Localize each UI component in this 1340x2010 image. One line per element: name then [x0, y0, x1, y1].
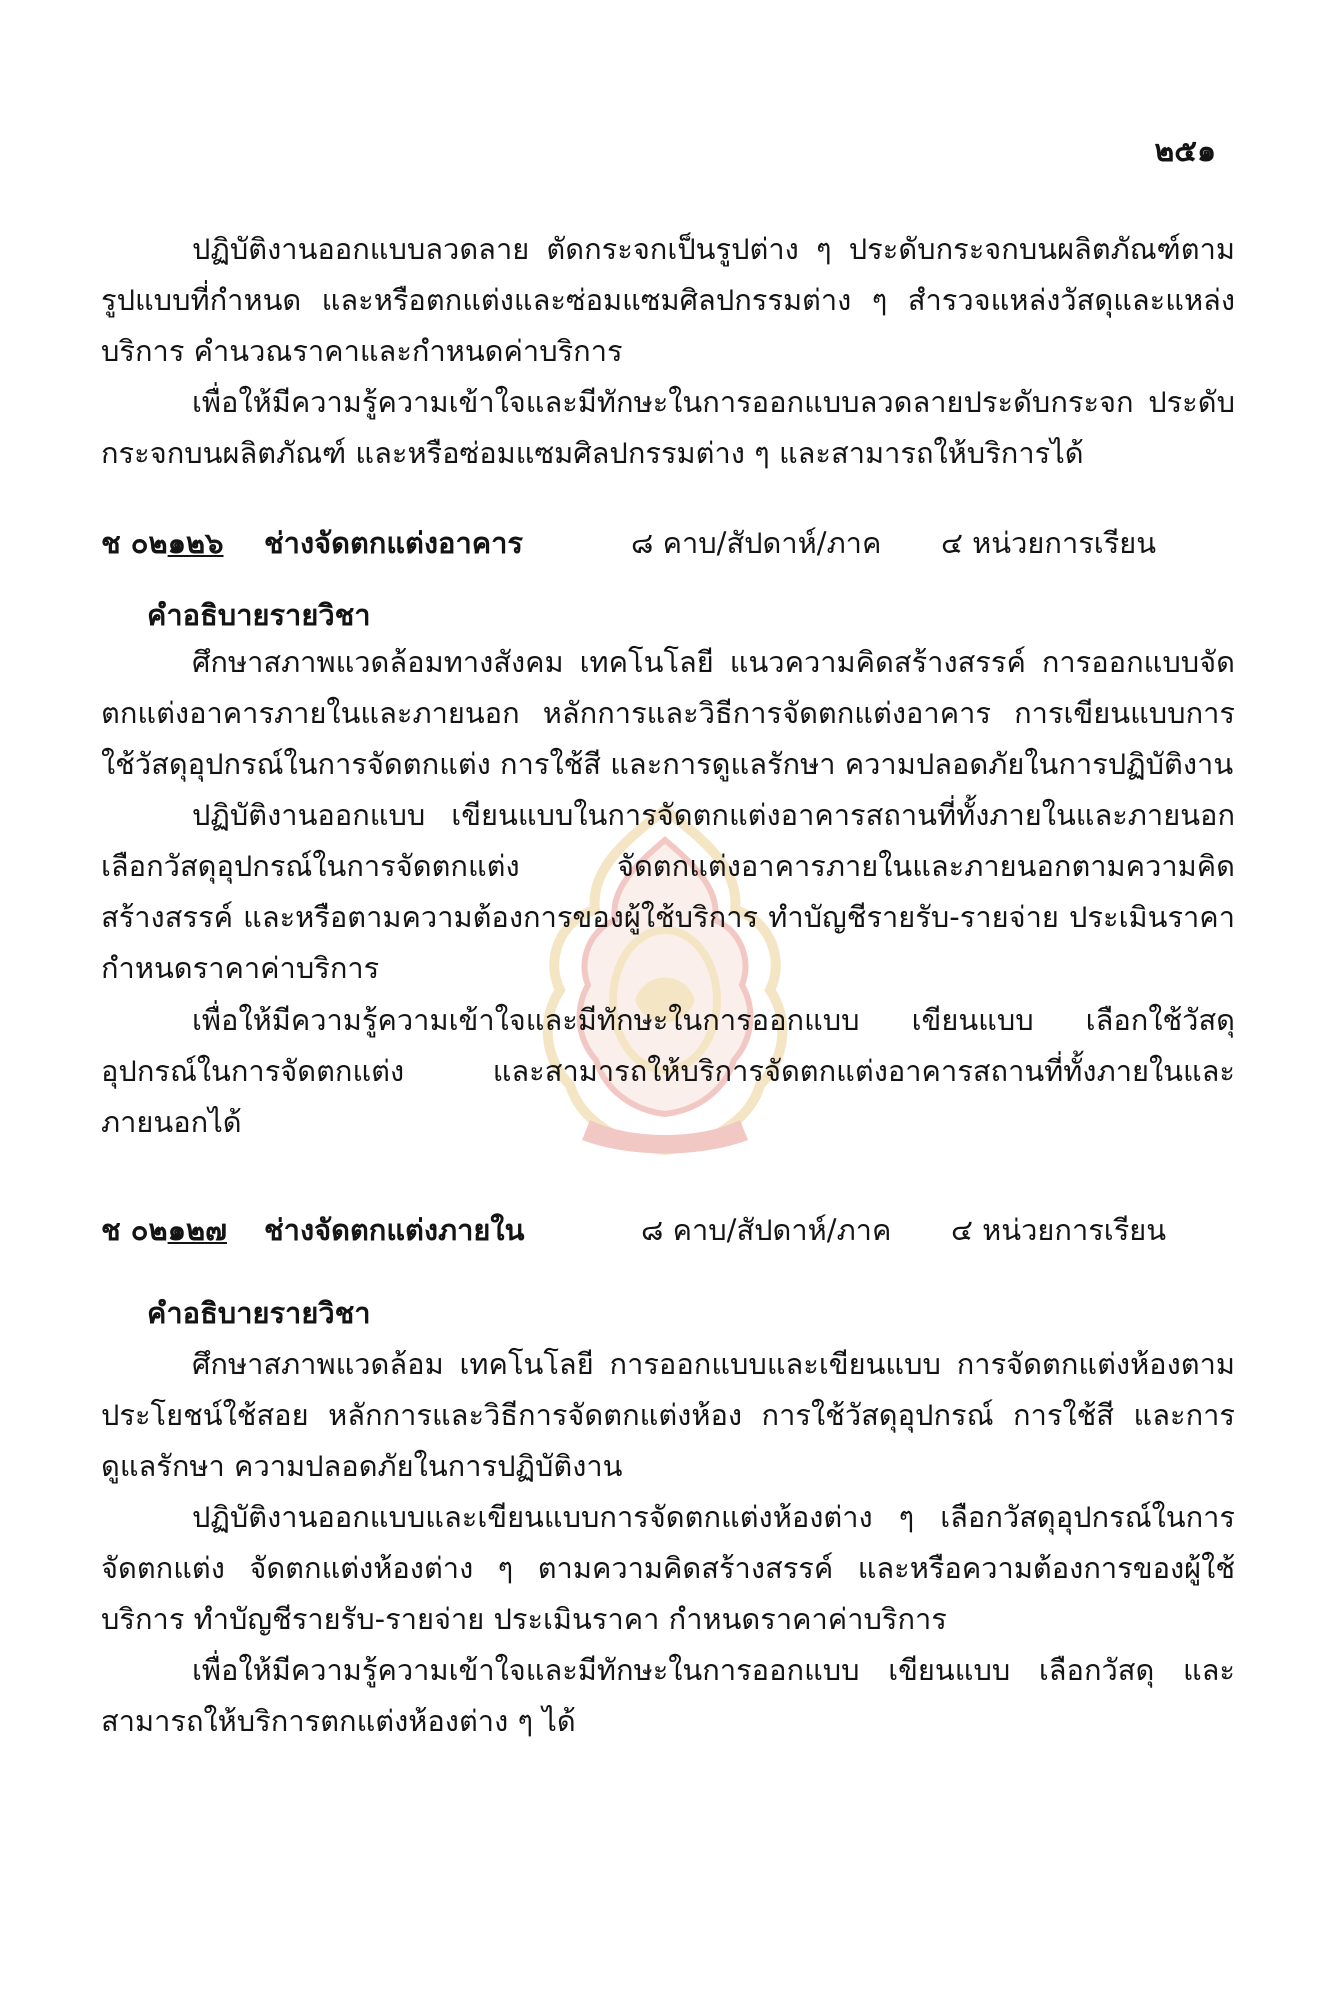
- course-credits-2: ๔ หน่วยการเรียน: [951, 1213, 1167, 1247]
- course1-paragraph-3: เพื่อให้มีความรู้ความเข้าใจและมีทักษะในการออกแบบ เขียนแบบ เลือกใช้วัสดุอุปกรณ์ในการจัดตกแต่ง และสามารถให้บริการจัดตกแต่งอาคารสถานที่ทั้งภายในและภายนอกได้: [101, 1003, 1235, 1139]
- course-hours-2: ๘ คาบ/สัปดาห์/ภาค: [641, 1213, 892, 1247]
- course-credits-1: ๔ หน่วยการเรียน: [941, 526, 1157, 560]
- course-title-1: ช่างจัดตกแต่งอาคาร: [264, 526, 523, 560]
- course2-paragraph-1: ศึกษาสภาพแวดล้อม เทคโนโลยี การออกแบบและเขียนแบบ การจัดตกแต่งห้องตามประโยชน์ใช้สอย หลักการและวิธีการจัดตกแต่งห้อง การใช้วัสดุอุปกรณ์ การใช้สี และการดูแลรักษา ความปลอดภัยในการปฏิบัติงาน: [101, 1347, 1235, 1483]
- description-heading-1: คำอธิบายรายวิชา: [147, 598, 371, 632]
- course-header-1: [101, 520, 1235, 572]
- course2-paragraph-2: ปฏิบัติงานออกแบบและเขียนแบบการจัดตกแต่งห้องต่าง ๆ เลือกวัสดุอุปกรณ์ในการจัดตกแต่ง จัดตกแต่งห้องต่าง ๆ ตามความคิดสร้างสรรค์ และหรือความต้องการของผู้ใช้บริการ ทำบัญชีรายรับ-รายจ่าย ประเมินราคา กำหนดราคาค่าบริการ: [101, 1500, 1235, 1636]
- description-heading-2: คำอธิบายรายวิชา: [147, 1296, 371, 1330]
- course-code-2: ช ๐๒๑๒๗: [101, 1213, 227, 1247]
- intro-paragraph-1: ปฏิบัติงานออกแบบลวดลาย ตัดกระจกเป็นรูปต่าง ๆ ประดับกระจกบนผลิตภัณฑ์ตามรูปแบบที่กำหนด และหรือตกแต่งและซ่อมแซมศิลปกรรมต่าง ๆ สำรวจแหล่งวัสดุและแหล่งบริการ คำนวณราคาและกำหนดค่าบริการ: [101, 232, 1235, 368]
- course2-paragraph-3: เพื่อให้มีความรู้ความเข้าใจและมีทักษะในการออกแบบ เขียนแบบ เลือกวัสดุ และสามารถให้บริการตกแต่งห้องต่าง ๆ ได้: [101, 1653, 1235, 1738]
- intro-paragraph-2: เพื่อให้มีความรู้ความเข้าใจและมีทักษะในการออกแบบลวดลายประดับกระจก ประดับกระจกบนผลิตภัณฑ์ และหรือซ่อมแซมศิลปกรรมต่าง ๆ และสามารถให้บริการได้: [101, 385, 1235, 470]
- course1-paragraph-1: ศึกษาสภาพแวดล้อมทางสังคม เทคโนโลยี แนวความคิดสร้างสรรค์ การออกแบบจัดตกแต่งอาคารภายในและภายนอก หลักการและวิธีการจัดตกแต่งอาคาร การเขียนแบบการใช้วัสดุอุปกรณ์ในการจัดตกแต่ง การใช้สี และการดูแลรักษา ความปลอดภัยในการปฏิบัติงาน: [101, 645, 1235, 781]
- course-header-2: [101, 1207, 1235, 1259]
- course1-paragraph-2: ปฏิบัติงานออกแบบ เขียนแบบในการจัดตกแต่งอาคารสถานที่ทั้งภายในและภายนอกเลือกวัสดุอุปกรณ์ในการจัดตกแต่ง จัดตกแต่งอาคารภายในและภายนอกตามความคิดสร้างสรรค์ และหรือตามความต้องการของผู้ใช้บริการ ทำบัญชีรายรับ-รายจ่าย ประเมินราคา กำหนดราคาค่าบริการ: [101, 798, 1235, 985]
- course-title-2: ช่างจัดตกแต่งภายใน: [264, 1213, 525, 1247]
- course-code-1: ช ๐๒๑๒๖: [101, 526, 224, 560]
- page-number: ๒๕๑: [1154, 134, 1216, 169]
- course-hours-1: ๘ คาบ/สัปดาห์/ภาค: [631, 526, 882, 560]
